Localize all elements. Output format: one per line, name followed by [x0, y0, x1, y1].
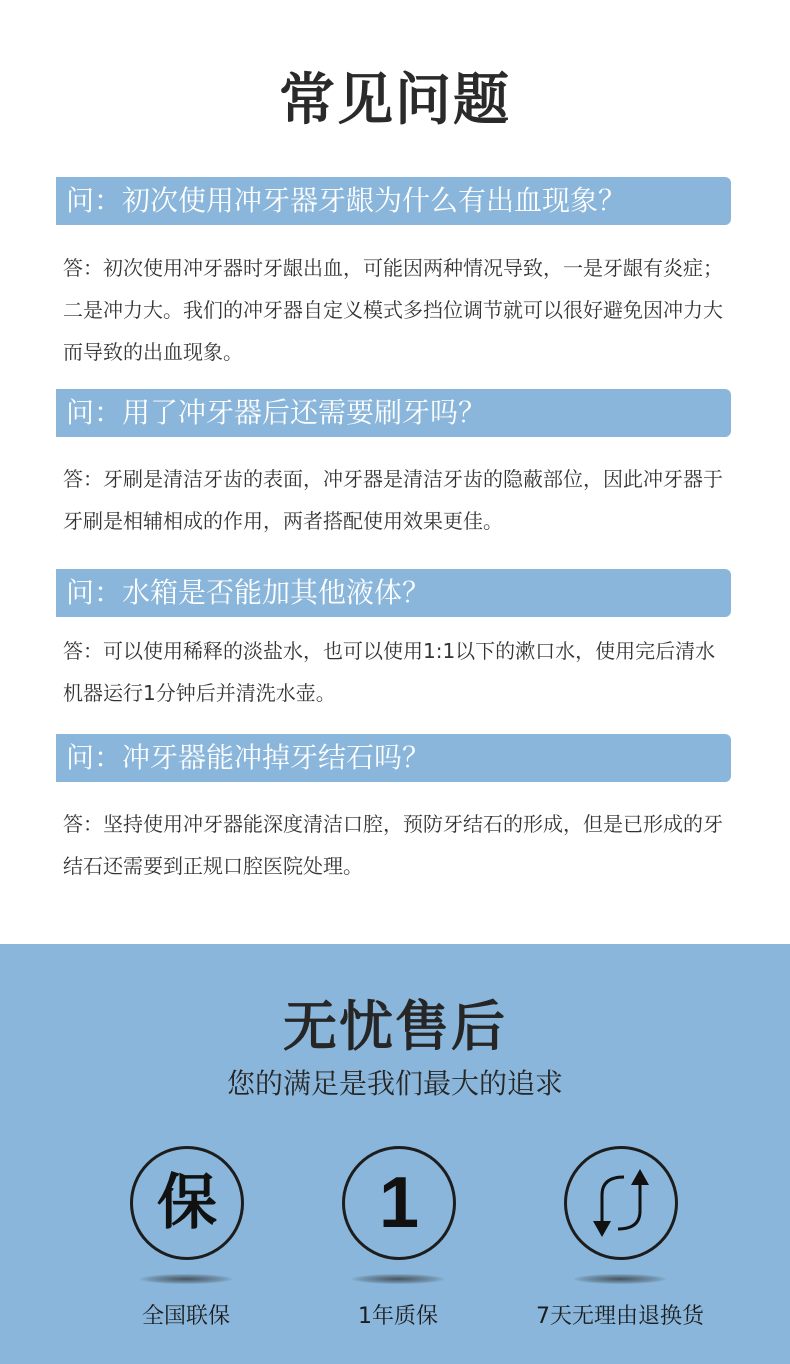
guarantee-symbol: 保	[157, 1168, 217, 1238]
faq-question-3: 问：水箱是否能加其他液体？	[56, 569, 731, 617]
one-year-symbol: 1	[378, 1163, 420, 1243]
badge-shadow	[352, 1274, 444, 1284]
after-sales-subtitle: 您的满足是我们最大的追求	[226, 1067, 563, 1100]
faq-answer-2: 答：牙刷是清洁牙齿的表面，冲牙器是清洁牙齿的隐蔽部位，因此冲牙器于牙刷是相辅相成的作用，两者搭配使用效果更佳。	[63, 467, 723, 533]
badge-seven-day-return	[510, 1146, 730, 1346]
badge-label: 全国联保	[141, 1304, 230, 1329]
exchange-arrows-icon	[564, 1146, 678, 1260]
badge-label: 1年质保	[358, 1304, 438, 1329]
faq-answer-3: 答：可以使用稀释的淡盐水，也可以使用1:1以下的漱口水，使用完后清水机器运行1分钟后并清洗水壶。	[63, 639, 716, 705]
faq-question-1: 问：初次使用冲牙器牙龈为什么有出血现象？	[56, 177, 731, 225]
badge-label: 7天无理由退换货	[536, 1304, 704, 1329]
one-year-icon	[342, 1146, 456, 1260]
badge-shadow	[140, 1274, 232, 1284]
faq-title: 常见问题	[279, 68, 511, 133]
faq-answer-4: 答：坚持使用冲牙器能深度清洁口腔，预防牙结石的形成，但是已形成的牙结石还需要到正规口腔医院处理。	[63, 812, 723, 878]
exchange-arrows-svg	[586, 1163, 656, 1243]
faq-question-2: 问：用了冲牙器后还需要刷牙吗？	[56, 389, 731, 437]
guarantee-icon	[130, 1146, 244, 1260]
after-sales-title: 无忧售后	[283, 995, 507, 1058]
after-sales-section	[0, 944, 790, 1364]
badge-shadow	[574, 1274, 666, 1284]
badge-one-year-warranty	[288, 1146, 508, 1346]
badge-nationwide-warranty	[76, 1146, 296, 1346]
faq-question-4: 问：冲牙器能冲掉牙结石吗？	[56, 734, 731, 782]
faq-answer-1: 答：初次使用冲牙器时牙龈出血，可能因两种情况导致，一是牙龈有炎症；二是冲力大。我们的冲牙器自定义模式多挡位调节就可以很好避免因冲力大而导致的出血现象。	[63, 256, 723, 364]
